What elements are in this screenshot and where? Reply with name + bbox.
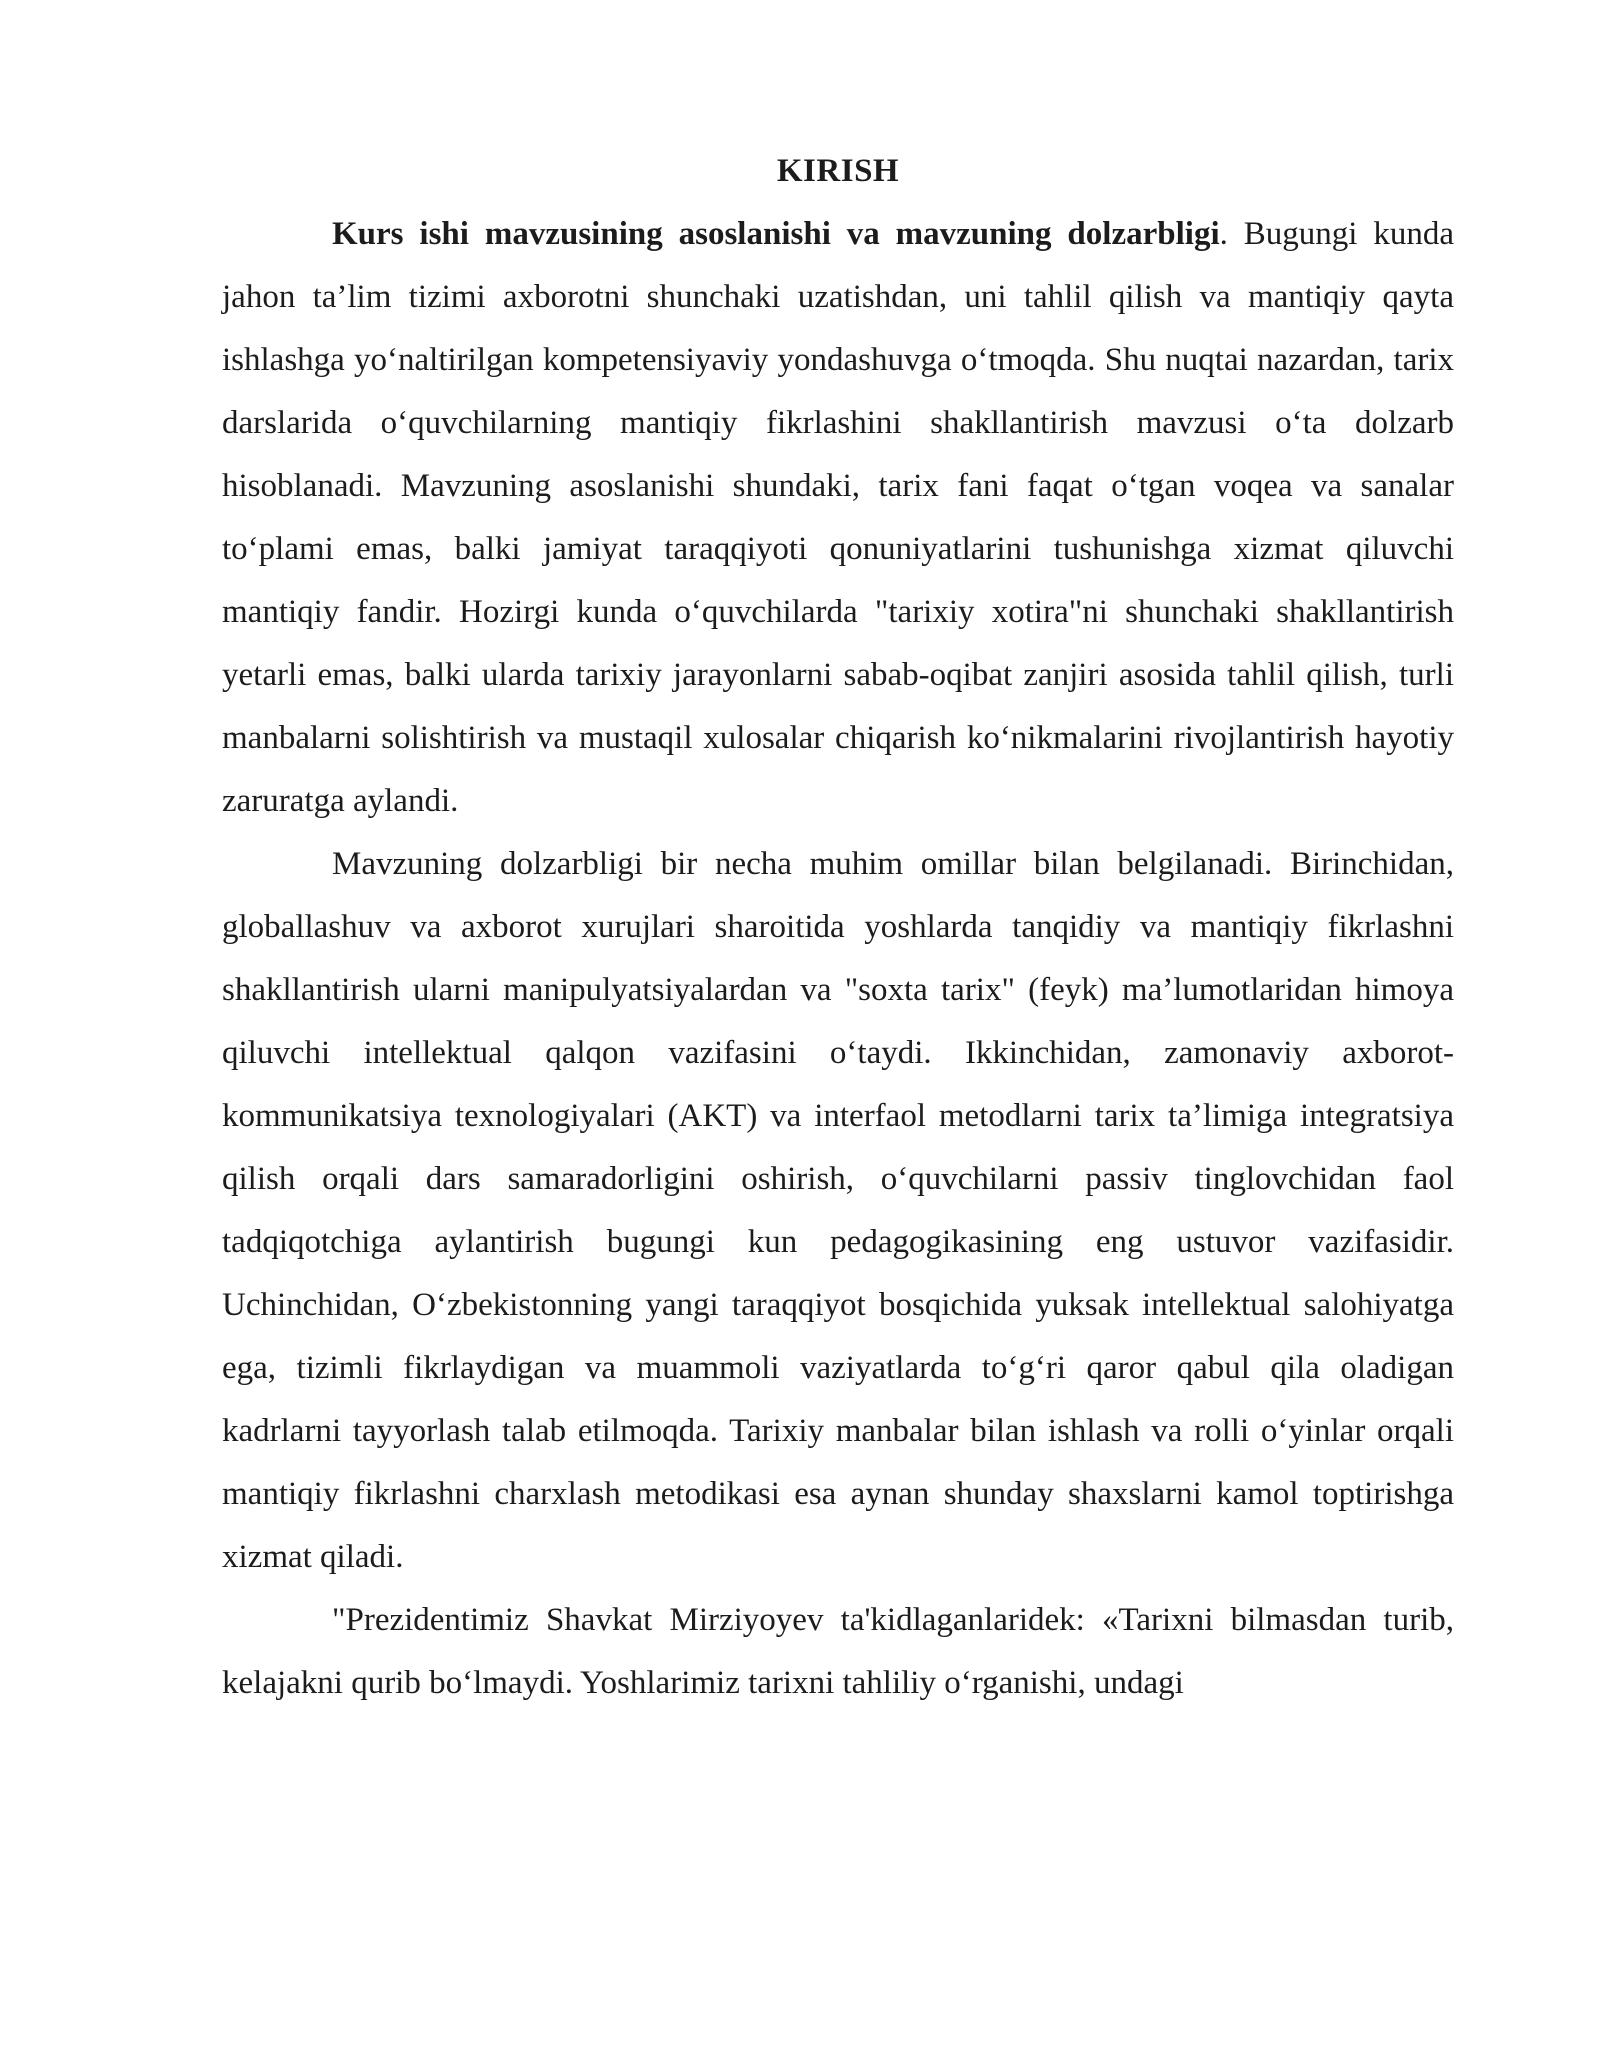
paragraph-bold-lead: Kurs ishi mavzusining asoslanishi va mavzuning dolzarbligi: [332, 216, 1220, 252]
document-page: [222, 140, 1454, 1715]
paragraph-rationale-text: . Bugungi kunda jahon ta’lim tizimi axborotni shunchaki uzatishdan, uni tahlil qilish va mantiqiy qayta ishlashga yo‘naltirilgan kompetensiyaviy yondashuvga o‘tmoqda. Shu nuqtai nazardan, tarix darslarida o‘quvchilarning mantiqiy fikrlashini shakllantirish mavzusi o‘ta dolzarb hisoblanadi. Mavzuning asoslanishi shundaki, tarix fani faqat o‘tgan voqea va sanalar to‘plami emas, balki jamiyat taraqqiyoti qonuniyatlarini tushunishga xizmat qiluvchi mantiqiy fandir. Hozirgi kunda o‘quvchilarda "tarixiy xotira"ni shunchaki shakllantirish yetarli emas, balki ularda tarixiy jarayonlarni sabab-oqibat zanjiri asosida tahlil qilish, turli manbalarni solishtirish va mustaqil xulosalar chiqarish ko‘nikmalarini rivojlantirish hayotiy zaruratga aylandi.: [222, 216, 1454, 819]
paragraph-rationale: [222, 203, 1454, 833]
document-heading: KIRISH: [776, 153, 900, 189]
paragraph-relevance: Mavzuning dolzarbligi bir necha muhim omillar bilan belgilanadi. Birinchidan, globallashuv va axborot xurujlari sharoitida yoshlarda tanqidiy va mantiqiy fikrlashni shakllantirish ularni manipulyatsiyalardan va "soxta tarix" (feyk) ma’lumotlaridan himoya qiluvchi intellektual qalqon vazifasini o‘taydi. Ikkinchidan, zamonaviy axborot-kommunikatsiya texnologiyalari (AKT) va interfaol metodlarni tarix ta’limiga integratsiya qilish orqali dars samaradorligini oshirish, o‘quvchilarni passiv tinglovchidan faol tadqiqotchiga aylantirish bugungi kun pedagogikasining eng ustuvor vazifasidir. Uchinchidan, O‘zbekistonning yangi taraqqiyot bosqichida yuksak intellektual salohiyatga ega, tizimli fikrlaydigan va muammoli vaziyatlarda to‘g‘ri qaror qabul qila oladigan kadrlarni tayyorlash talab etilmoqda. Tarixiy manbalar bilan ishlash va rolli o‘yinlar orqali mantiqiy fikrlashni charxlash metodikasi esa aynan shunday shaxslarni kamol toptirishga xizmat qiladi.: [222, 846, 1454, 1575]
paragraph-quote: "Prezidentimiz Shavkat Mirziyoyev ta'kidlaganlaridek: «Tarixni bilmasdan turib, kelajakni qurib bo‘lmaydi. Yoshlarimiz tarixni tahliliy o‘rganishi, undagi: [222, 1602, 1454, 1701]
